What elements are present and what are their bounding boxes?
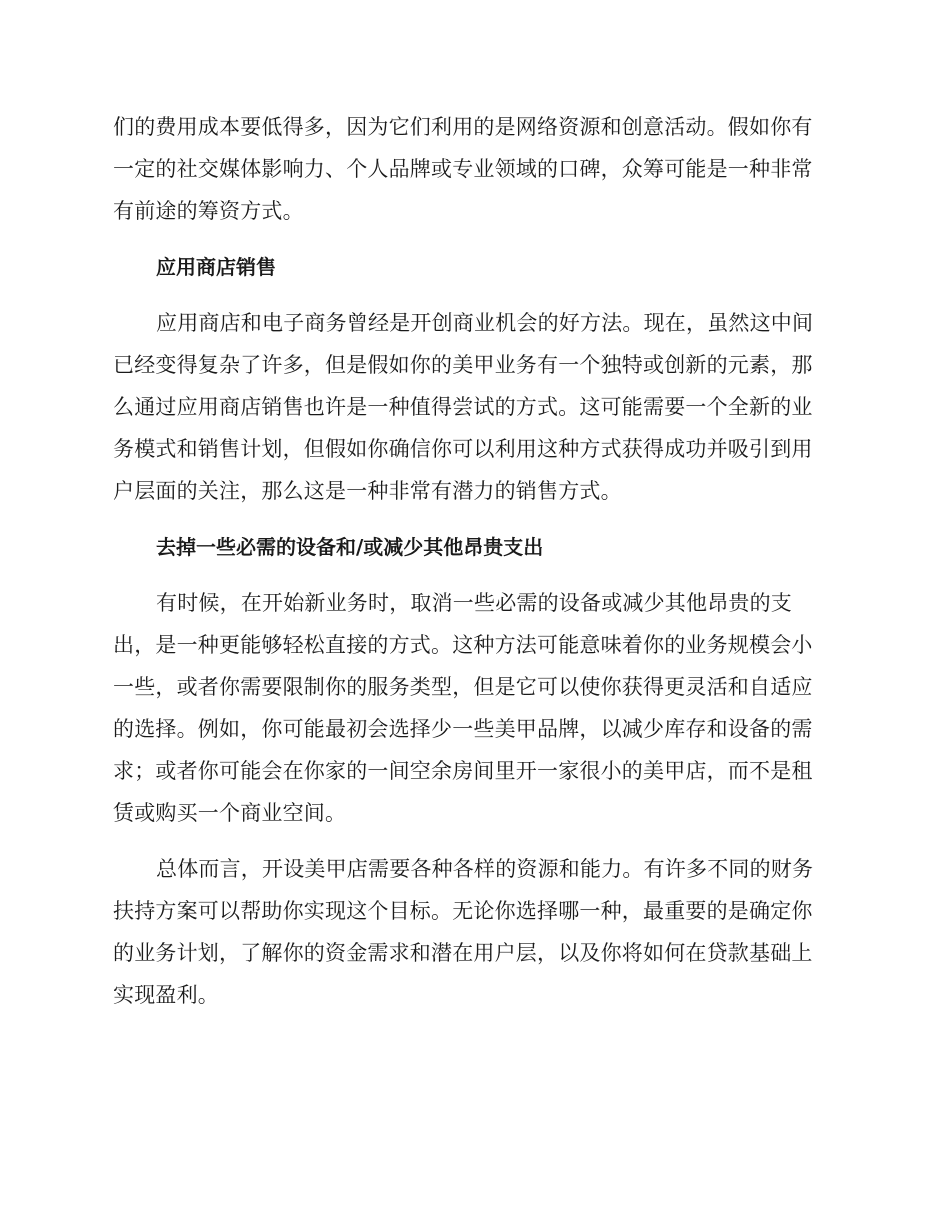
paragraph-line: 的选择。例如，你可能最初会选择少一些美甲品牌，以减少库存和设备的需 [113,717,813,741]
paragraph-line: 求；或者你可能会在你家的一间空余房间里开一家很小的美甲店，而不是租 [113,759,813,783]
paragraph-line: 一定的社交媒体影响力、个人品牌或专业领域的口碑，众筹可能是一种非常 [113,157,813,181]
paragraph-line: 已经变得复杂了许多，但是假如你的美甲业务有一个独特或创新的元素，那 [113,353,813,377]
paragraph-line: 赁或购买一个商业空间。 [113,801,347,825]
section-heading-app-store: 应用商店销售 [156,255,276,279]
paragraph-line: 务模式和销售计划，但假如你确信你可以利用这种方式获得成功并吸引到用 [113,437,813,461]
paragraph-line: 扶持方案可以帮助你实现这个目标。无论你选择哪一种，最重要的是确定你 [113,899,813,923]
paragraph-line: 么通过应用商店销售也许是一种值得尝试的方式。这可能需要一个全新的业 [113,395,813,419]
paragraph-line: 出，是一种更能够轻松直接的方式。这种方法可能意味着你的业务规模会小 [113,633,813,657]
paragraph-line: 户层面的关注，那么这是一种非常有潜力的销售方式。 [113,479,622,503]
section-heading-reduce-costs: 去掉一些必需的设备和/或减少其他昂贵支出 [156,535,544,559]
paragraph-line: 总体而言，开设美甲店需要各种各样的资源和能力。有许多不同的财务 [156,857,814,881]
paragraph-line: 实现盈利。 [113,983,219,1007]
paragraph-line: 有时候，在开始新业务时，取消一些必需的设备或减少其他昂贵的支 [156,591,792,615]
paragraph-line: 的业务计划，了解你的资金需求和潜在用户层，以及你将如何在贷款基础上 [113,941,813,965]
paragraph-line: 应用商店和电子商务曾经是开创商业机会的好方法。现在，虽然这中间 [156,311,814,335]
paragraph-line: 一些，或者你需要限制你的服务类型，但是它可以使你获得更灵活和自适应 [113,675,813,699]
paragraph-line: 们的费用成本要低得多，因为它们利用的是网络资源和创意活动。假如你有 [113,115,813,139]
paragraph-line: 有前途的筹资方式。 [113,199,304,223]
